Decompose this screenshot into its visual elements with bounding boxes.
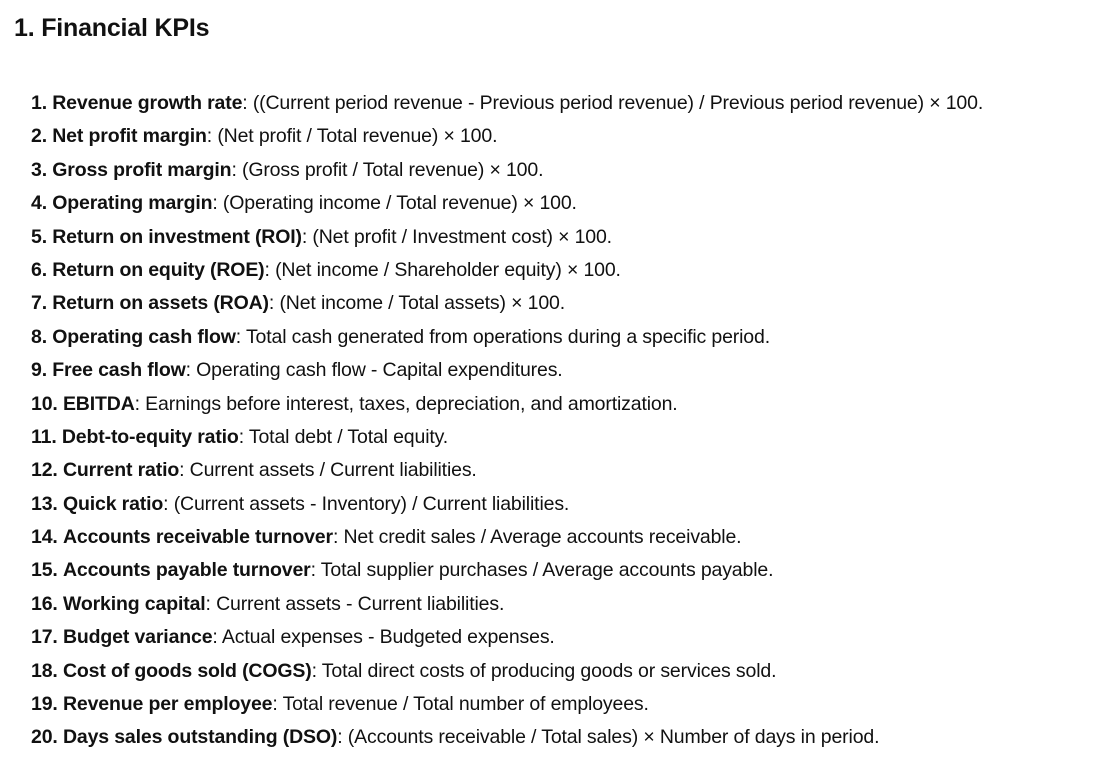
kpi-list xyxy=(31,87,983,755)
item-number: 6. xyxy=(31,258,47,281)
kpi-description: : (Operating income / Total revenue) × 100. xyxy=(212,192,577,215)
item-number: 13. xyxy=(31,492,58,515)
kpi-description: : Net credit sales / Average accounts receivable. xyxy=(332,526,742,549)
item-number: 18. xyxy=(31,659,58,682)
list-item xyxy=(31,488,983,521)
item-number: 2. xyxy=(31,125,47,148)
list-item xyxy=(31,87,983,120)
list-item xyxy=(31,454,983,487)
kpi-description: : (Gross profit / Total revenue) × 100. xyxy=(231,158,544,181)
item-number: 1. xyxy=(31,92,47,114)
kpi-description: : (Net profit / Investment cost) × 100. xyxy=(301,225,612,248)
kpi-description: : (Net income / Total assets) × 100. xyxy=(268,292,565,315)
kpi-description: : Total cash generated from operations during a specific period. xyxy=(235,325,770,348)
kpi-description: : Actual expenses - Budgeted expenses. xyxy=(212,626,555,649)
item-number: 17. xyxy=(31,626,58,649)
kpi-name: Operating cash flow xyxy=(52,325,236,348)
item-number: 3. xyxy=(31,158,47,181)
kpi-description: : Earnings before interest, taxes, depreciation, and amortization. xyxy=(134,392,678,415)
kpi-name: Cost of goods sold (COGS) xyxy=(62,659,312,682)
item-number: 19. xyxy=(31,693,58,716)
item-number: 12. xyxy=(31,459,58,482)
kpi-name: Debt-to-equity ratio xyxy=(61,425,239,448)
kpi-name: Quick ratio xyxy=(62,492,164,515)
list-item xyxy=(31,221,983,254)
kpi-name: Accounts payable turnover xyxy=(62,559,311,582)
list-item xyxy=(31,554,983,587)
list-item xyxy=(31,187,983,220)
kpi-name: EBITDA xyxy=(62,392,135,415)
kpi-description: : Total supplier purchases / Average accounts payable. xyxy=(310,559,774,582)
list-item xyxy=(31,154,983,187)
list-item xyxy=(31,621,983,654)
section-heading: 1. Financial KPIs xyxy=(14,14,210,42)
list-item xyxy=(31,120,983,153)
kpi-description: : Current assets - Current liabilities. xyxy=(205,592,505,615)
kpi-name: Gross profit margin xyxy=(52,158,232,181)
item-number: 15. xyxy=(31,559,58,582)
item-number: 14. xyxy=(31,526,58,549)
item-number: 8. xyxy=(31,325,47,348)
kpi-name: Working capital xyxy=(62,592,206,615)
kpi-name: Return on assets (ROA) xyxy=(52,292,269,315)
kpi-name: Return on investment (ROI) xyxy=(52,225,302,248)
item-number: 20. xyxy=(31,726,58,749)
kpi-name: Budget variance xyxy=(62,626,213,649)
item-number: 4. xyxy=(31,192,47,215)
kpi-name: Revenue growth rate xyxy=(52,92,243,114)
list-item xyxy=(31,688,983,721)
item-number: 9. xyxy=(31,359,47,382)
kpi-name: Accounts receivable turnover xyxy=(62,526,333,549)
list-item xyxy=(31,721,983,754)
list-item xyxy=(31,521,983,554)
item-number: 11. xyxy=(31,425,57,448)
list-item xyxy=(31,388,983,421)
kpi-name: Net profit margin xyxy=(52,125,207,148)
kpi-description: : ((Current period revenue - Previous period revenue) / Previous period revenue) × 100. xyxy=(242,92,984,114)
kpi-name: Free cash flow xyxy=(52,359,186,382)
kpi-name: Revenue per employee xyxy=(62,693,273,716)
kpi-description: : Operating cash flow - Capital expenditures. xyxy=(185,359,563,382)
list-item xyxy=(31,254,983,287)
kpi-description: : (Net income / Shareholder equity) × 100. xyxy=(264,258,621,281)
kpi-name: Days sales outstanding (DSO) xyxy=(62,726,338,749)
kpi-description: : (Net profit / Total revenue) × 100. xyxy=(206,125,498,148)
list-item xyxy=(31,588,983,621)
item-number: 7. xyxy=(31,292,47,315)
list-item xyxy=(31,321,983,354)
kpi-description: : Total revenue / Total number of employees. xyxy=(272,693,649,716)
list-item xyxy=(31,287,983,320)
list-item xyxy=(31,354,983,387)
kpi-description: : Total debt / Total equity. xyxy=(238,425,449,448)
kpi-description: : (Current assets - Inventory) / Current liabilities. xyxy=(163,492,570,515)
item-number: 5. xyxy=(31,225,47,248)
kpi-description: : Total direct costs of producing goods or services sold. xyxy=(311,659,777,682)
kpi-name: Operating margin xyxy=(52,192,213,215)
kpi-name: Current ratio xyxy=(62,459,180,482)
list-item xyxy=(31,421,983,454)
item-number: 16. xyxy=(31,592,58,615)
item-number: 10. xyxy=(31,392,58,415)
list-item xyxy=(31,655,983,688)
kpi-description: : (Accounts receivable / Total sales) × Number of days in period. xyxy=(337,726,880,749)
kpi-name: Return on equity (ROE) xyxy=(52,258,265,281)
kpi-description: : Current assets / Current liabilities. xyxy=(179,459,477,482)
